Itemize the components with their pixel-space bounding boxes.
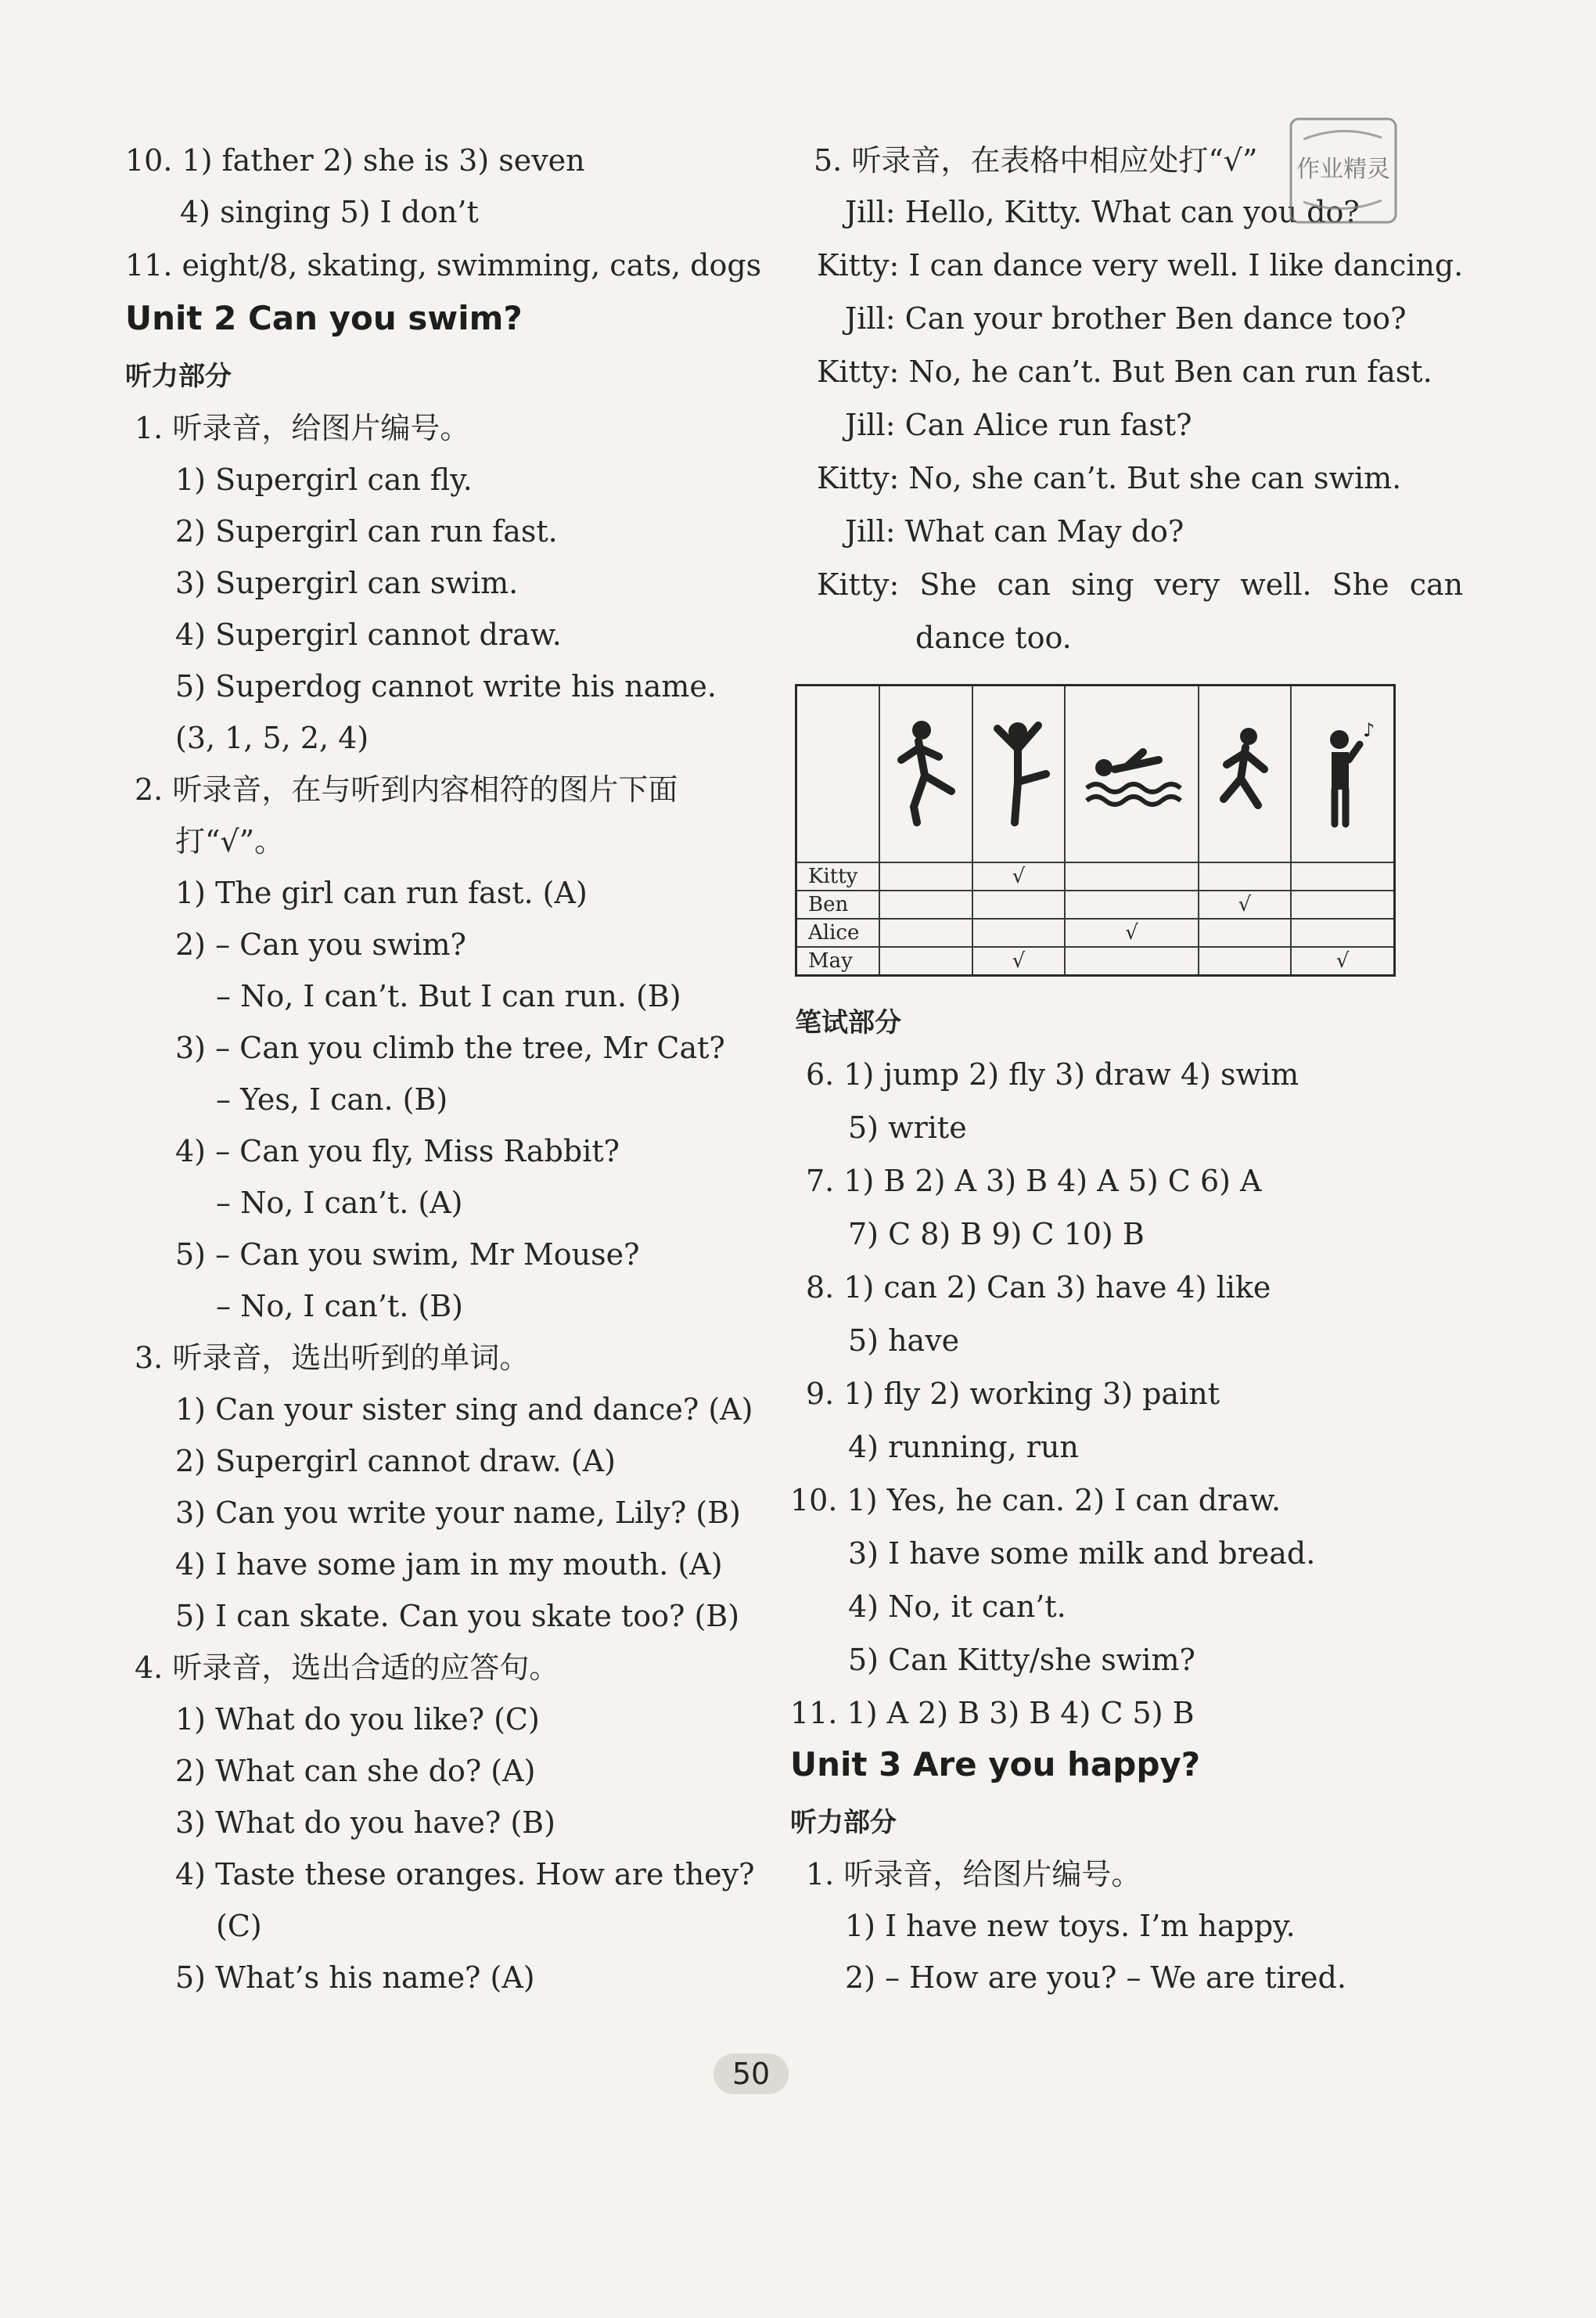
answer-8-cont: 5) have (848, 1323, 960, 1358)
dialogue-line-7: Jill: What can May do? (845, 514, 1184, 549)
answer-8: 8. 1) can 2) Can 3) have 4) like (806, 1270, 1271, 1305)
unit-3-heading: Unit 3 Are you happy? (790, 1745, 1201, 1783)
q1-item-2: 2) Supergirl can run fast. (175, 514, 558, 549)
q3-item-4: 4) I have some jam in my mouth. (A) (175, 1547, 723, 1582)
check-cell: √ (972, 862, 1066, 891)
q2-item-4: 4) – Can you fly, Miss Rabbit? (175, 1134, 620, 1168)
dialogue-line-1: Jill: Hello, Kitty. What can you do? (845, 195, 1360, 229)
q2-item-3-reply: – Yes, I can. (B) (216, 1082, 448, 1117)
check-cell (1291, 891, 1394, 919)
dialogue-line-2: Kitty: I can dance very well. I like dancing. (817, 248, 1464, 283)
header-running (1199, 686, 1292, 863)
dialogue-line-3: Jill: Can your brother Ben dance too? (845, 301, 1407, 336)
row-name-cell: May (796, 947, 880, 975)
q3-item-3: 3) Can you write your name, Lily? (B) (175, 1496, 741, 1530)
answer-10-item-5: 5) Can Kitty/she swim? (848, 1643, 1195, 1677)
table-body (796, 862, 1395, 975)
header-skating (879, 686, 972, 863)
answer-11: 11. eight/8, skating, swimming, cats, dogs (125, 248, 762, 283)
check-cell (972, 891, 1066, 919)
answer-6: 6. 1) jump 2) fly 3) draw 4) swim (806, 1057, 1299, 1092)
skating-figure-icon (890, 713, 961, 830)
unit-3-listening-heading: 听力部分 (790, 1807, 897, 1838)
written-section-heading: 笔试部分 (795, 1007, 901, 1038)
check-cell: √ (972, 947, 1066, 975)
dialogue-line-8-cont: dance too. (915, 621, 1072, 655)
answer-9: 9. 1) fly 2) working 3) paint (806, 1377, 1220, 1411)
answer-10: 10. 1) father 2) she is 3) seven (125, 143, 585, 178)
header-singing (1291, 686, 1394, 863)
header-swimming (1065, 686, 1198, 863)
answer-10-cont: 4) singing 5) I don’t (180, 195, 479, 229)
q1-item-3: 3) Supergirl can swim. (175, 566, 519, 600)
dialogue-line-4: Kitty: No, he can’t. But Ben can run fast. (817, 355, 1432, 389)
dancing-figure-icon (983, 713, 1054, 830)
unit-2-heading: Unit 2 Can you swim? (125, 299, 523, 337)
svg-text:♪: ♪ (1363, 718, 1375, 741)
question-2-cont: 打“√”。 (175, 824, 285, 858)
table-row (796, 947, 1395, 975)
answer-7: 7. 1) B 2) A 3) B 4) A 5) C 6) A (806, 1164, 1262, 1198)
question-4: 4. 听录音，选出合适的应答句。 (135, 1650, 559, 1685)
answer-10-right: 10. 1) Yes, he can. 2) I can draw. (790, 1483, 1281, 1517)
q1-item-1: 1) Supergirl can fly. (175, 463, 473, 497)
check-cell (1199, 862, 1292, 891)
answer-7-cont: 7) C 8) B 9) C 10) B (848, 1217, 1145, 1251)
unit-3-q1-item-1: 1) I have new toys. I’m happy. (845, 1909, 1296, 1943)
q2-item-4-reply: – No, I can’t. (A) (216, 1186, 463, 1220)
check-cell (879, 947, 972, 975)
unit-3-q1-item-2: 2) – How are you? – We are tired. (845, 1960, 1346, 1995)
table-row (796, 891, 1395, 919)
answer-10-item-4: 4) No, it can’t. (848, 1589, 1066, 1624)
q3-item-5: 5) I can skate. Can you skate too? (B) (175, 1599, 740, 1633)
check-cell (1065, 862, 1198, 891)
check-cell: √ (1291, 947, 1394, 975)
q2-item-1: 1) The girl can run fast. (A) (175, 876, 588, 910)
singing-figure-icon (1303, 713, 1382, 830)
q4-item-4: 4) Taste these oranges. How are they? (175, 1857, 755, 1891)
check-cell (1065, 947, 1198, 975)
q4-item-3: 3) What do you have? (B) (175, 1805, 555, 1840)
check-cell (1291, 919, 1394, 947)
answer-9-cont: 4) running, run (848, 1430, 1079, 1464)
check-cell (879, 862, 972, 891)
table-header-row (796, 686, 1395, 863)
listening-section-heading: 听力部分 (125, 361, 232, 392)
q2-item-3: 3) – Can you climb the tree, Mr Cat? (175, 1031, 725, 1065)
running-figure-icon (1210, 713, 1280, 830)
check-cell (1199, 919, 1292, 947)
header-dancing (972, 686, 1066, 863)
swimming-figure-icon (1080, 713, 1182, 830)
q2-item-2-reply: – No, I can’t. But I can run. (B) (216, 979, 681, 1013)
q2-item-5: 5) – Can you swim, Mr Mouse? (175, 1237, 640, 1272)
q2-item-2: 2) – Can you swim? (175, 927, 466, 962)
dialogue-line-6: Kitty: No, she can’t. But she can swim. (817, 461, 1402, 495)
question-3: 3. 听录音，选出听到的单词。 (135, 1341, 530, 1375)
question-1: 1. 听录音，给图片编号。 (135, 411, 470, 445)
check-cell (879, 919, 972, 947)
check-cell (879, 891, 972, 919)
q1-item-5: 5) Superdog cannot write his name. (175, 669, 717, 704)
q4-item-4-answer: (C) (216, 1909, 262, 1943)
unit-3-question-1: 1. 听录音，给图片编号。 (806, 1857, 1141, 1891)
table-row (796, 919, 1395, 947)
dialogue-line-5: Jill: Can Alice run fast? (845, 408, 1192, 442)
q4-item-5: 5) What’s his name? (A) (175, 1960, 535, 1995)
activity-table (795, 684, 1396, 977)
homework-stamp (1288, 116, 1399, 225)
answer-11-right: 11. 1) A 2) B 3) B 4) C 5) B (790, 1696, 1195, 1730)
check-cell (1199, 947, 1292, 975)
q3-item-1: 1) Can your sister sing and dance? (A) (175, 1392, 753, 1427)
q1-item-4: 4) Supergirl cannot draw. (175, 617, 562, 652)
check-cell (1065, 891, 1198, 919)
row-name-cell: Kitty (796, 862, 880, 891)
stamp-text: 作业精灵 (1296, 156, 1390, 183)
row-name-cell: Ben (796, 891, 880, 919)
check-cell: √ (1199, 891, 1292, 919)
q4-item-1: 1) What do you like? (C) (175, 1702, 540, 1737)
q2-item-5-reply: – No, I can’t. (B) (216, 1289, 463, 1323)
check-cell (972, 919, 1066, 947)
q1-answer: (3, 1, 5, 2, 4) (175, 721, 369, 755)
table-row (796, 862, 1395, 891)
page-number: 50 (714, 2053, 789, 2094)
q3-item-2: 2) Supergirl cannot draw. (A) (175, 1444, 616, 1478)
check-cell: √ (1065, 919, 1198, 947)
check-cell (1291, 862, 1394, 891)
question-2: 2. 听录音，在与听到内容相符的图片下面 (135, 772, 678, 807)
q4-item-2: 2) What can she do? (A) (175, 1754, 536, 1788)
header-blank-cell (796, 686, 880, 863)
answer-10-item-3: 3) I have some milk and bread. (848, 1536, 1316, 1571)
dialogue-line-8: Kitty: She can sing very well. She can (817, 567, 1464, 602)
answer-6-cont: 5) write (848, 1110, 967, 1145)
question-5: 5. 听录音，在表格中相应处打“√” (814, 143, 1258, 178)
row-name-cell: Alice (796, 919, 880, 947)
